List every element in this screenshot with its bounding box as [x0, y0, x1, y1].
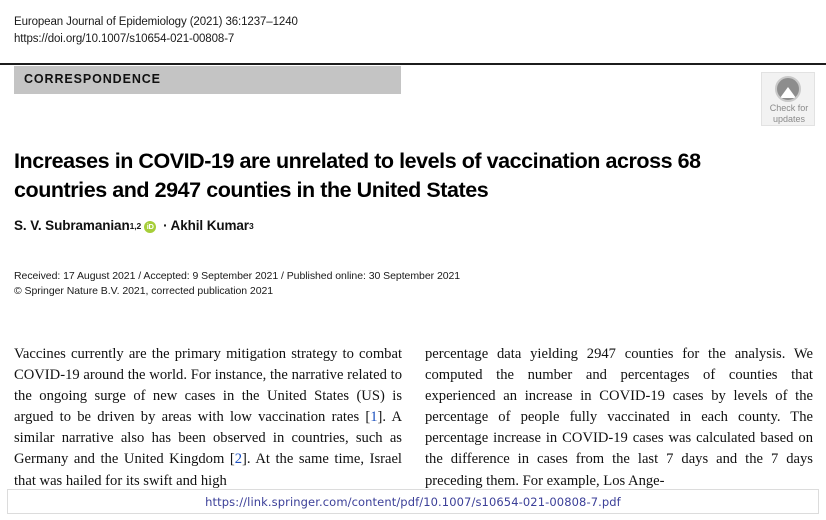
orcid-icon[interactable]: iD [144, 221, 156, 233]
body-column-right [425, 344, 813, 492]
crossmark-icon [775, 76, 801, 102]
citation-link-2[interactable]: 2 [234, 451, 243, 468]
author-name-2[interactable]: Akhil Kumar [170, 218, 249, 233]
author-line: S. V. Subramanian 1,2 iD · Akhil Kumar 3 [14, 218, 254, 233]
running-head [14, 14, 298, 48]
body-paragraph-left [14, 344, 402, 492]
status-bar-url: https://link.springer.com/content/pdf/10.1007/s10654-021-00808-7.pdf [205, 494, 621, 509]
article-title: Increases in COVID-19 are unrelated to levels of vaccination across 68 countries and 2947 counties in the United States [14, 149, 701, 203]
received-accepted-published-line: Received: 17 August 2021 / Accepted: 9 September 2021 / Published online: 30 September 2021 [14, 270, 461, 282]
citation-link-1[interactable]: 1 [370, 409, 378, 426]
crossmark-label-line1: Check for [769, 103, 809, 113]
body-paragraph-right: percentage data yielding 2947 counties for the analysis. We computed the number and percentages of counties that experienced an increase in COVID-19 cases by levels of the percentage of people fully vaccinated in each county. The percentage increase in COVID-19 cases was calculated based on the difference in cases from the last 7 days and the 7 days preceding them. For example, Los Ange- [425, 346, 813, 489]
body-text-segment-1: Vaccines currently are the primary mitigation strategy to combat COVID-19 around the world. For instance, the narrative related to the ongoing surge of new cases in the United States (US) is argued to be driven by areas with low vaccination rates [ [14, 346, 402, 426]
browser-status-bar [7, 489, 819, 514]
author-separator: · [163, 218, 168, 233]
body-column-left [14, 344, 402, 492]
doi-line[interactable]: https://doi.org/10.1007/s10654-021-00808-7 [14, 33, 235, 45]
copyright-line: © Springer Nature B.V. 2021, corrected publication 2021 [14, 285, 274, 297]
author-name-1[interactable]: S. V. Subramanian [14, 218, 130, 233]
crossmark-label [762, 103, 816, 125]
publication-history [14, 269, 460, 299]
section-type-label: CORRESPONDENCE [24, 72, 161, 86]
crossmark-label-line2: updates [772, 114, 806, 124]
journal-citation-line: European Journal of Epidemiology (2021) 36:1237–1240 [14, 16, 298, 28]
body-text-segment-2: ]. A similar narrative also has been observed in countries, such as Germany and the United Kingdom [ [14, 409, 403, 468]
header-divider-rule [0, 63, 826, 65]
crossmark-badge[interactable] [761, 72, 815, 126]
body-text-segment-3: ]. At the same time, Israel that was hailed for its swift and high [14, 451, 402, 489]
